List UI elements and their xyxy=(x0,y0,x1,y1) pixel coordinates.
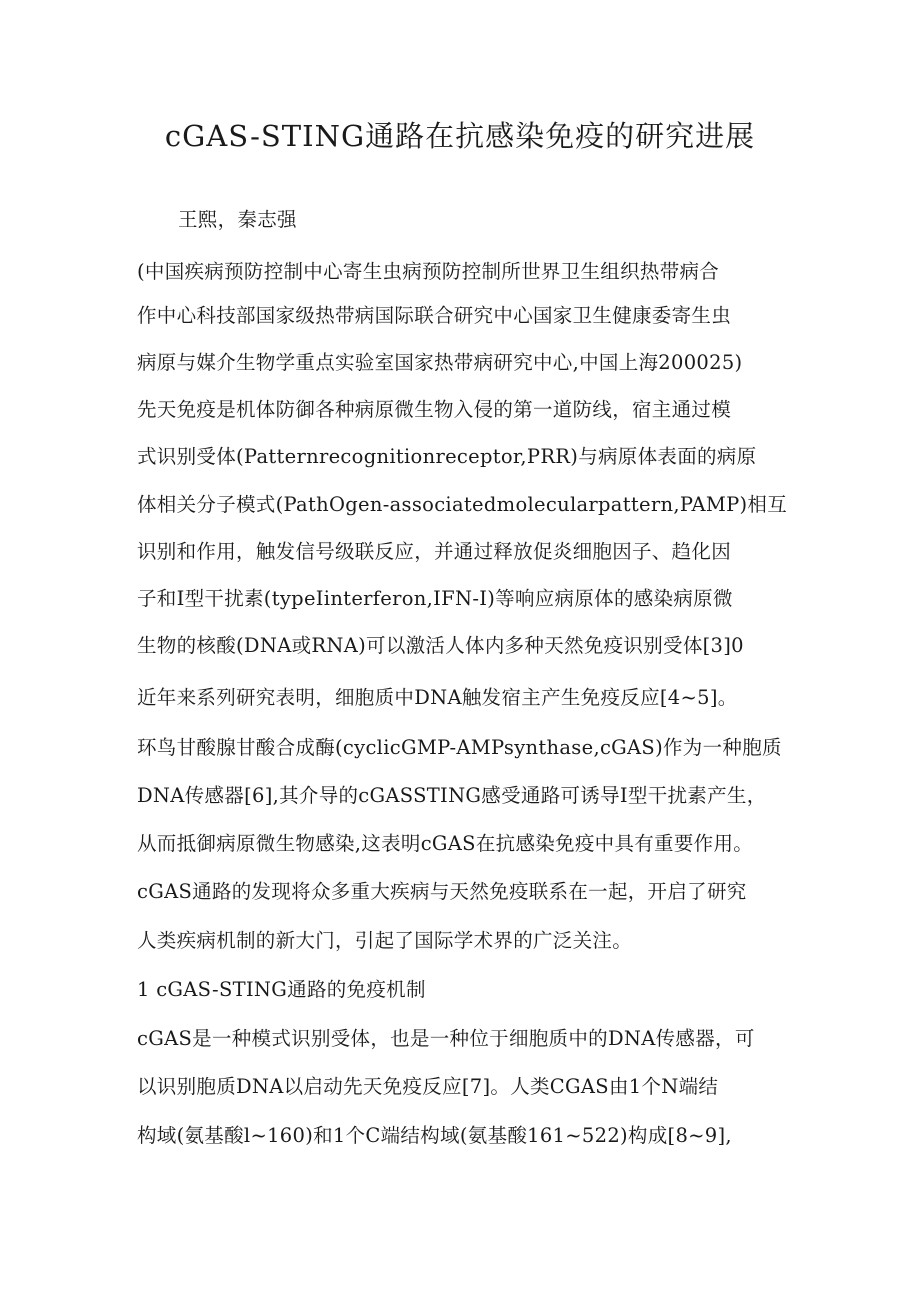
author-line: 王熙，秦志强 xyxy=(178,208,297,231)
document-title: cGAS-STING通路在抗感染免疫的研究进展 xyxy=(164,119,756,153)
body-line: 先天免疫是机体防御各种病原微生物入侵的第一道防线，宿主通过模 xyxy=(137,398,732,421)
affiliation-line-1: (中国疾病预防控制中心寄生虫病预防控制所世界卫生组织热带病合 xyxy=(137,260,720,283)
body-line: cGAS是一种模式识别受体，也是一种位于细胞质中的DNA传感器，可 xyxy=(137,1027,755,1050)
body-line: 体相关分子模式(PathOgen-associatedmolecularpattern,PAMP)相互 xyxy=(137,493,788,516)
body-line: DNA传感器[6],其介导的cGASSTING感受通路可诱导I型干扰素产生， xyxy=(137,784,767,807)
body-line: 式识别受体(Patternrecognitionreceptor,PRR)与病原体表面的病原 xyxy=(137,445,757,468)
body-line: 近年来系列研究表明，细胞质中DNA触发宿主产生免疫反应[4~5]。 xyxy=(137,686,738,709)
body-line: cGAS通路的发现将众多重大疾病与天然免疫联系在一起，开启了研究 xyxy=(137,880,747,903)
affiliation-line-2: 作中心科技部国家级热带病国际联合研究中心国家卫生健康委寄生虫 xyxy=(137,304,732,327)
body-line: 从而抵御病原微生物感染,这表明cGAS在抗感染免疫中具有重要作用。 xyxy=(137,832,754,855)
body-line: 人类疾病机制的新大门，引起了国际学术界的广泛关注。 xyxy=(137,929,633,952)
affiliation-line-3: 病原与媒介生物学重点实验室国家热带病研究中心,中国上海200025) xyxy=(137,351,743,374)
body-line: 以识别胞质DNA以启动先天免疫反应[7]。人类CGAS由1个N端结 xyxy=(137,1075,719,1098)
body-line: 生物的核酸(DNA或RNA)可以激活人体内多种天然免疫识别受体[3]0 xyxy=(137,634,744,657)
body-line: 环鸟甘酸腺甘酸合成酶(cyclicGMP-AMPsynthase,cGAS)作为一种胞质 xyxy=(137,736,782,759)
section-heading: 1 cGAS-STING通路的免疫机制 xyxy=(137,978,426,1001)
body-line: 子和I型干扰素(typeIinterferon,IFN-I)等响应病原体的感染病原微 xyxy=(137,587,733,610)
body-line: 识别和作用，触发信号级联反应，并通过释放促炎细胞因子、趋化因 xyxy=(137,540,732,563)
body-line: 构域(氨基酸l~160)和1个C端结构域(氨基酸161~522)构成[8~9], xyxy=(137,1124,732,1147)
